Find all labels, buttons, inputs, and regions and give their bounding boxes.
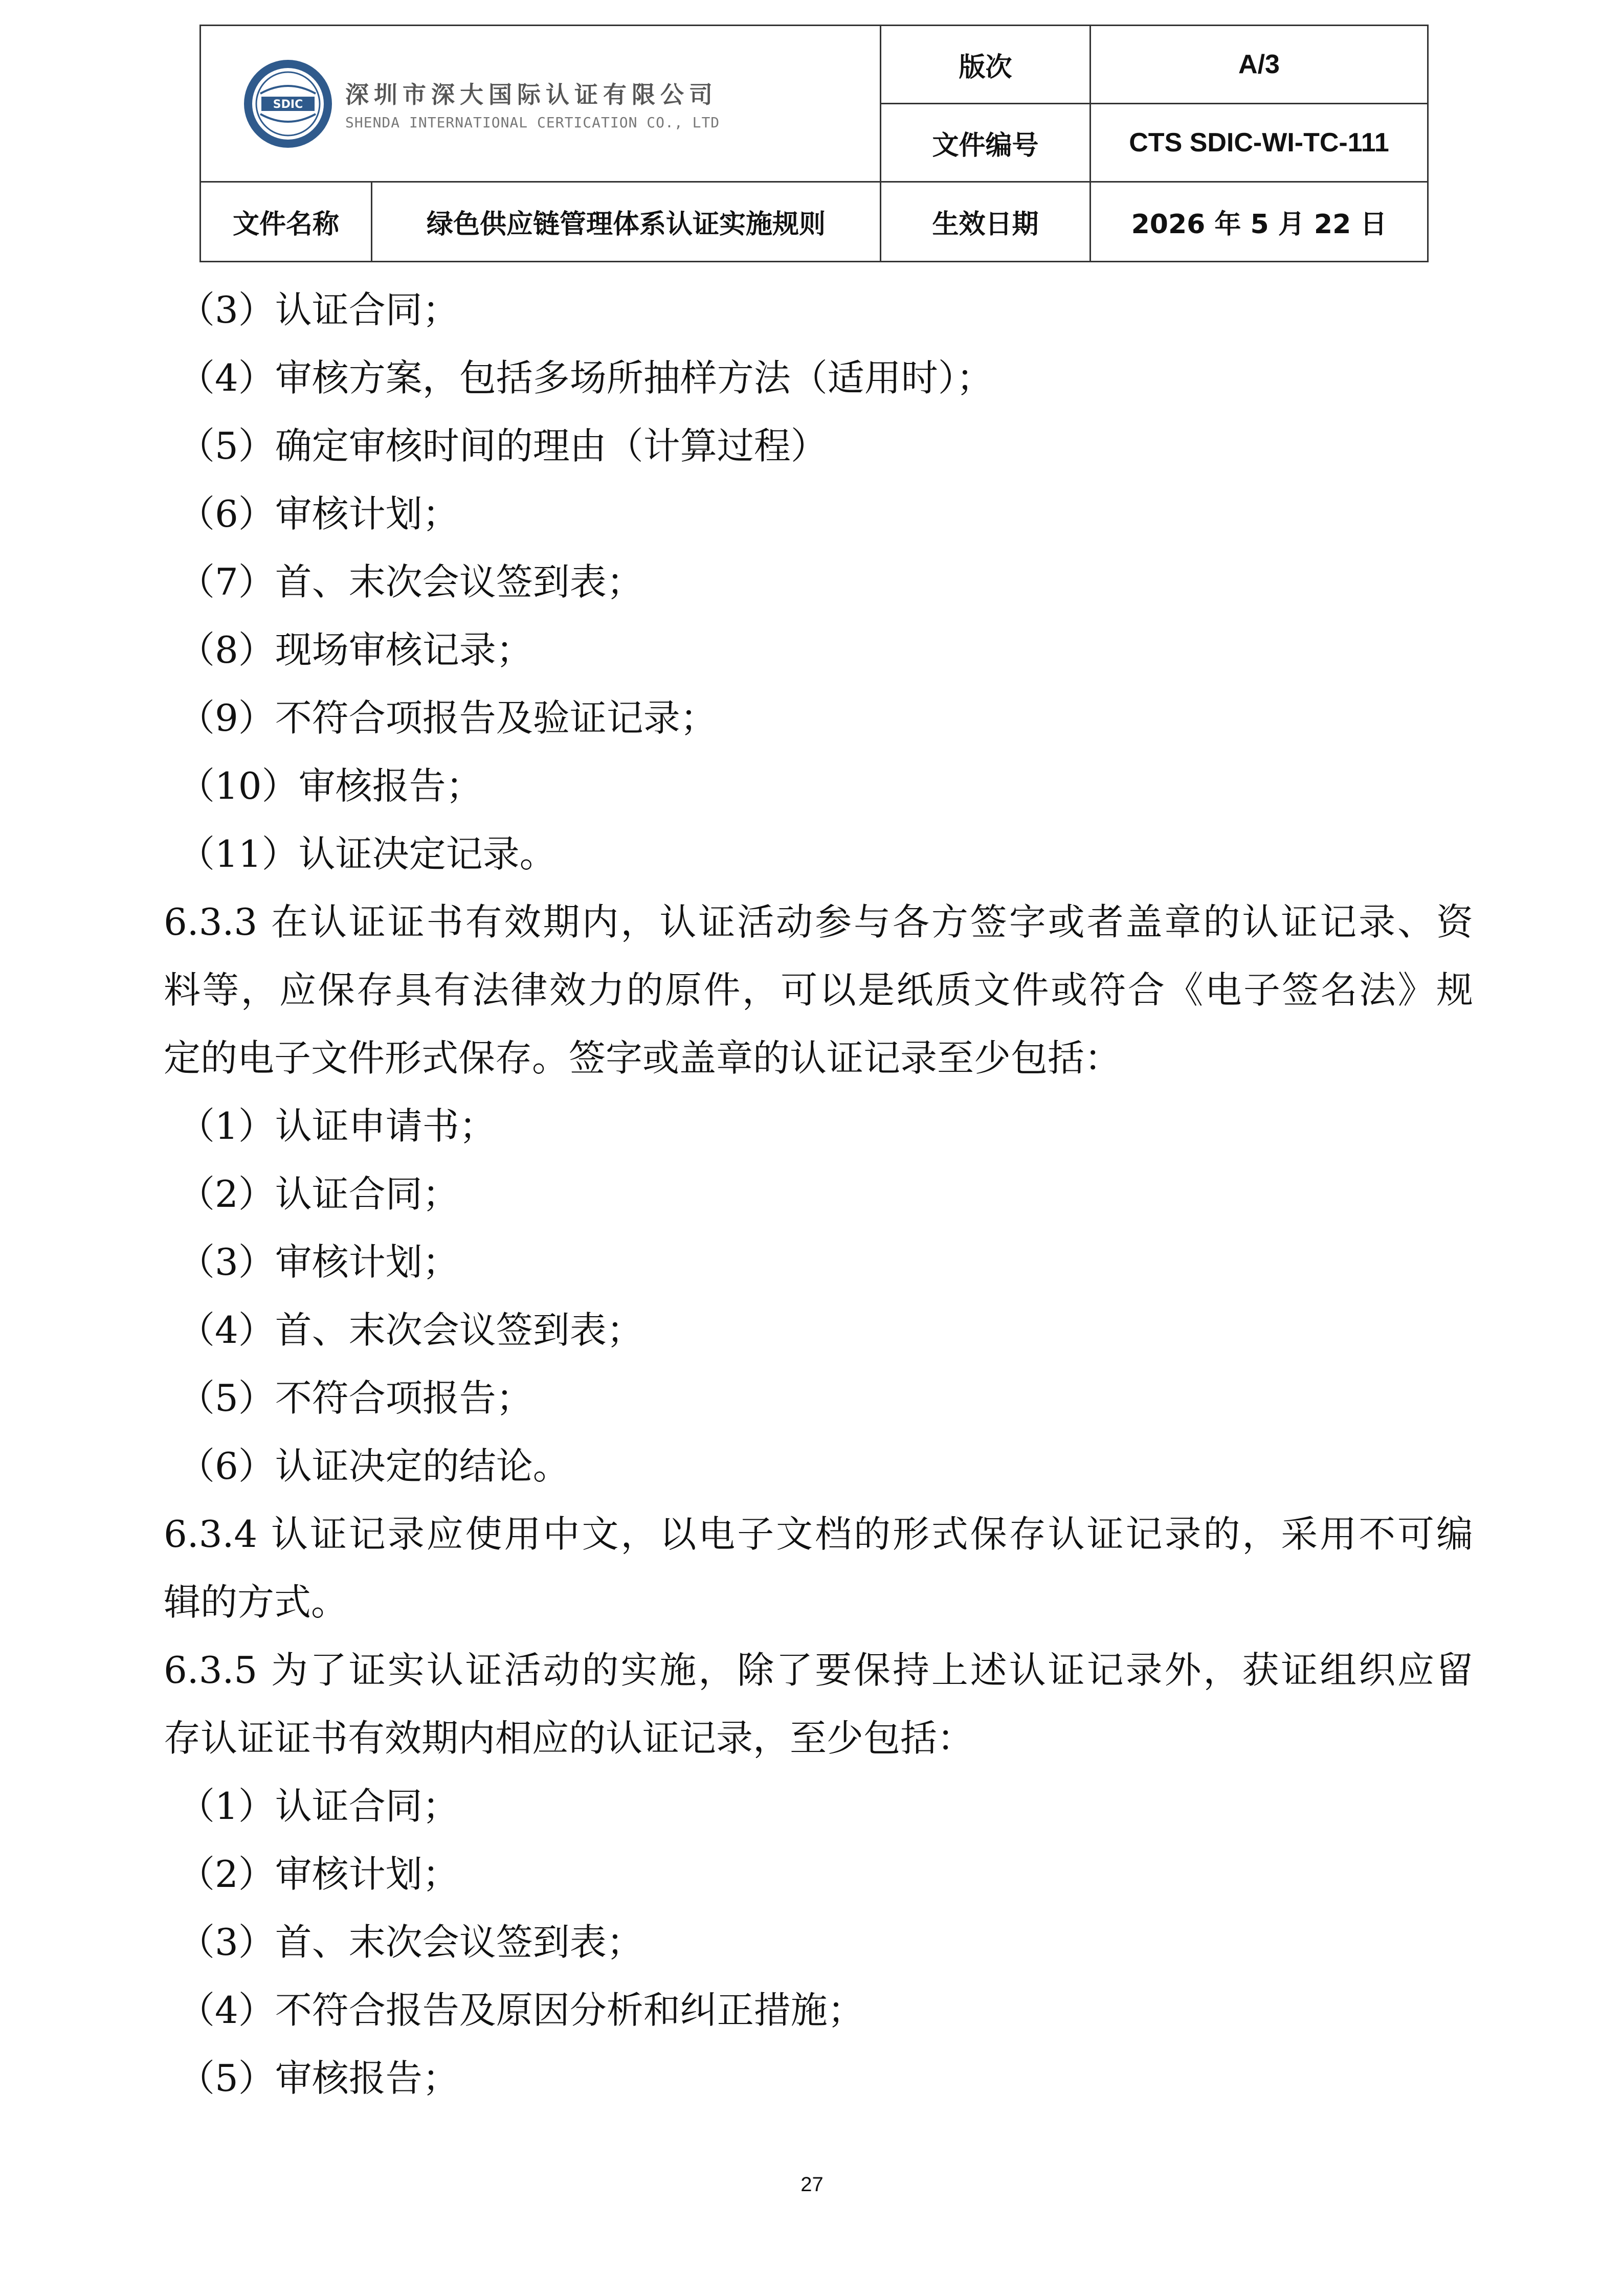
list-item: （6）审核计划； <box>178 492 459 535</box>
list-item: （7）首、末次会议签到表； <box>178 560 643 603</box>
effective-date-label: 生效日期 <box>881 182 1091 262</box>
document-header-table <box>199 25 1429 262</box>
list-item: （3）首、末次会议签到表； <box>178 1921 643 1964</box>
list-item: （9）不符合项报告及验证记录； <box>178 696 717 739</box>
paragraph-line: 6.3.4 认证记录应使用中文，以电子文档的形式保存认证记录的，采用不可编 <box>164 1513 1473 1556</box>
document-number-value: CTS SDIC-WI-TC-111 <box>1091 104 1428 182</box>
list-item: （2）审核计划； <box>178 1853 459 1896</box>
paragraph-line: 辑的方式。 <box>164 1581 348 1624</box>
paragraph-line: 存认证证书有效期内相应的认证记录，至少包括： <box>164 1717 974 1760</box>
document-number-label: 文件编号 <box>881 104 1091 182</box>
document-name-label: 文件名称 <box>201 182 372 262</box>
list-item: （4）首、末次会议签到表； <box>178 1309 643 1352</box>
paragraph-line: 6.3.5 为了证实认证活动的实施，除了要保持上述认证记录外，获证组织应留 <box>164 1649 1473 1692</box>
company-seal-logo-icon <box>242 58 334 150</box>
list-item: （1）认证合同； <box>178 1785 459 1828</box>
list-item: （6）认证决定的结论。 <box>178 1445 570 1488</box>
paragraph-line: 6.3.3 在认证证书有效期内，认证活动参与各方签字或者盖章的认证记录、资 <box>164 901 1473 943</box>
list-item: （3）认证合同； <box>178 288 459 331</box>
version-label: 版次 <box>881 26 1091 104</box>
list-item: （4）不符合报告及原因分析和纠正措施； <box>178 1989 864 2032</box>
company-name-cn: 深圳市深大国际认证有限公司 <box>345 81 718 108</box>
paragraph-line: 料等，应保存具有法律效力的原件，可以是纸质文件或符合《电子签名法》规 <box>164 969 1473 1011</box>
paragraph-line: 定的电子文件形式保存。签字或盖章的认证记录至少包括： <box>164 1037 1122 1079</box>
list-item: （11）认证决定记录。 <box>178 832 557 875</box>
effective-date-value: 2026 年 5 月 22 日 <box>1091 182 1428 262</box>
list-item: （10）审核报告； <box>178 764 483 807</box>
document-name-value: 绿色供应链管理体系认证实施规则 <box>372 182 881 262</box>
version-value: A/3 <box>1091 26 1428 104</box>
list-item: （4）审核方案，包括多场所抽样方法（适用时）； <box>178 356 993 399</box>
list-item: （5）确定审核时间的理由（计算过程） <box>178 424 828 467</box>
logo-text: SDIC <box>273 98 303 111</box>
page-number: 27 <box>800 2173 824 2196</box>
document-body <box>164 276 1473 2112</box>
list-item: （5）审核报告； <box>178 2057 459 2100</box>
list-item: （5）不符合项报告； <box>178 1377 533 1420</box>
list-item: （3）审核计划； <box>178 1241 459 1284</box>
list-item: （1）认证申请书； <box>178 1105 496 1147</box>
company-logo-block <box>201 26 881 182</box>
company-name-en: SHENDA INTERNATIONAL CERTICATION CO., LTD <box>345 114 720 131</box>
list-item: （2）认证合同； <box>178 1173 459 1215</box>
list-item: （8）现场审核记录； <box>178 628 533 671</box>
